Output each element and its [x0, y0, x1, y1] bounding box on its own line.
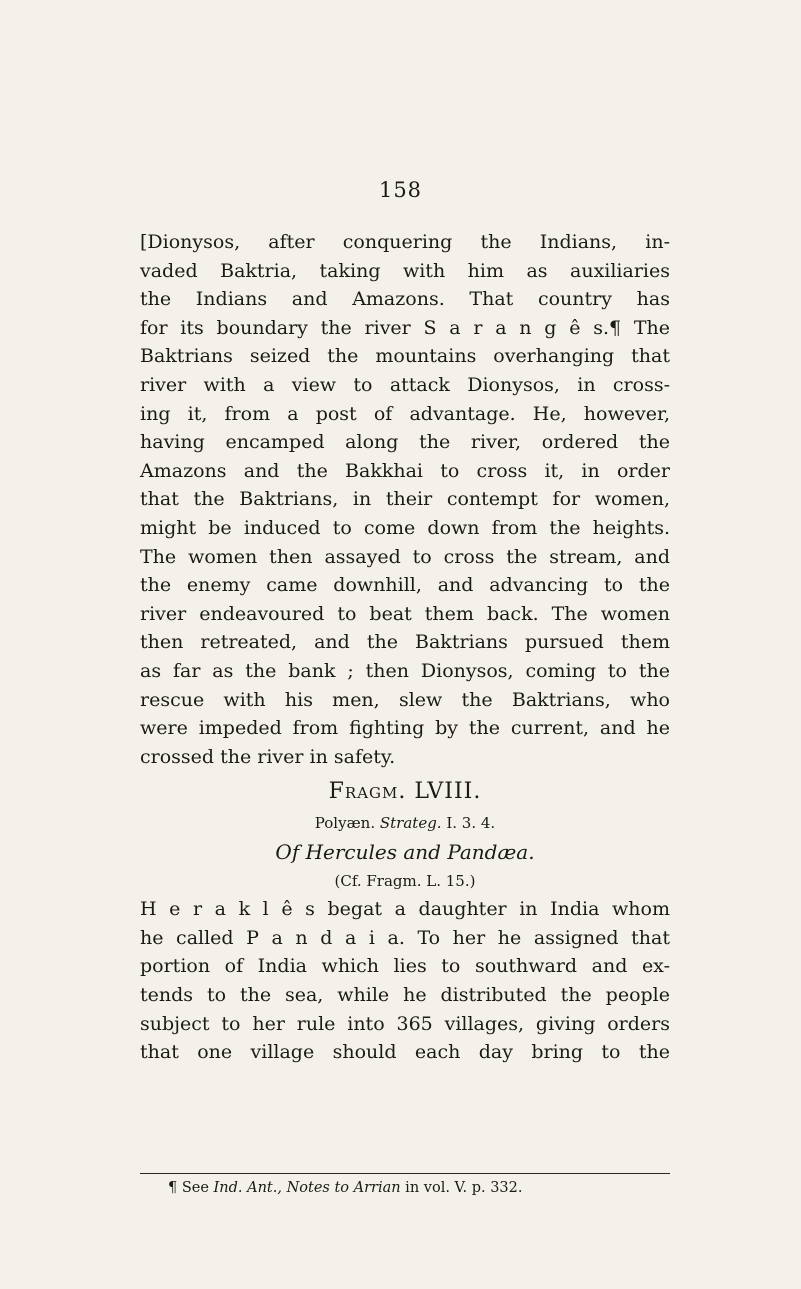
page-number: 158 — [378, 178, 423, 202]
text-line: portion of India which lies to southward and ex- — [140, 955, 670, 978]
text-line: then retreated, and the Baktrians pursued them — [140, 631, 670, 654]
text-line: subject to her rule into 365 villages, giving orders — [140, 1012, 670, 1035]
text-line: The women then assayed to cross the stream, and — [140, 545, 670, 568]
source-work: Strateg. — [379, 814, 442, 833]
footnote-rest: in vol. V. p. 332. — [400, 1180, 523, 1196]
text-line: Baktrians seized the mountains overhanging that — [140, 345, 670, 368]
text-line: might be induced to come down from the heights. — [140, 516, 670, 539]
paragraph-dionysos — [140, 228, 670, 771]
footnote — [168, 1177, 678, 1199]
text-line: [Dionysos, after conquering the Indians, in- — [140, 231, 670, 253]
source-ref: I. 3. 4. — [441, 814, 496, 833]
text-line: as far as the bank ; then Dionysos, coming to the — [140, 659, 670, 682]
text-line: tends to the sea, while he distributed the people — [140, 984, 670, 1007]
text-line: were impeded from fighting by the current, and he — [140, 717, 670, 740]
text-line: crossed the river in safety. — [140, 745, 396, 768]
text-line: the Indians and Amazons. That country has — [140, 288, 670, 311]
text-line: river with a view to attack Dionysos, in cross- — [140, 373, 670, 396]
footnote-rule — [140, 1173, 670, 1174]
text-line: river endeavoured to beat them back. The women — [140, 602, 670, 625]
text-line: rescue with his men, slew the Baktrians, who — [140, 688, 670, 711]
text-line: H e r a k l ê s begat a daughter in India whom — [140, 898, 670, 921]
fragment-title: Of Hercules and Pandæa. — [275, 840, 535, 865]
fragment-cross-reference: (Cf. Fragm. L. 15.) — [334, 872, 476, 891]
text-line: vaded Baktria, taking with him as auxiliaries — [140, 259, 670, 282]
footnote-reference: Ind. Ant., Notes to Arrian — [213, 1180, 401, 1196]
text-line: ing it, from a post of advantage. He, however, — [140, 402, 670, 425]
text-line: the enemy came downhill, and advancing to the — [140, 574, 670, 597]
fragment-heading: Fragm. LVIII. — [328, 779, 482, 805]
source-author: Polyæn. — [314, 814, 380, 833]
text-line: Amazons and the Bakkhai to cross it, in order — [140, 459, 670, 482]
body-text — [140, 228, 670, 1067]
text-line: having encamped along the river, ordered the — [140, 431, 670, 454]
fragment-source — [140, 809, 670, 837]
footnote-mark: ¶ See — [168, 1180, 214, 1196]
text-line: for its boundary the river S a r a n g ê s.¶ The — [140, 316, 670, 339]
text-line: he called P a n d a i a. To her he assigned that — [140, 926, 670, 949]
text-line: that one village should each day bring to the — [140, 1041, 670, 1064]
paragraph-herakles — [140, 895, 670, 1067]
text-line: that the Baktrians, in their contempt for women, — [140, 488, 670, 511]
